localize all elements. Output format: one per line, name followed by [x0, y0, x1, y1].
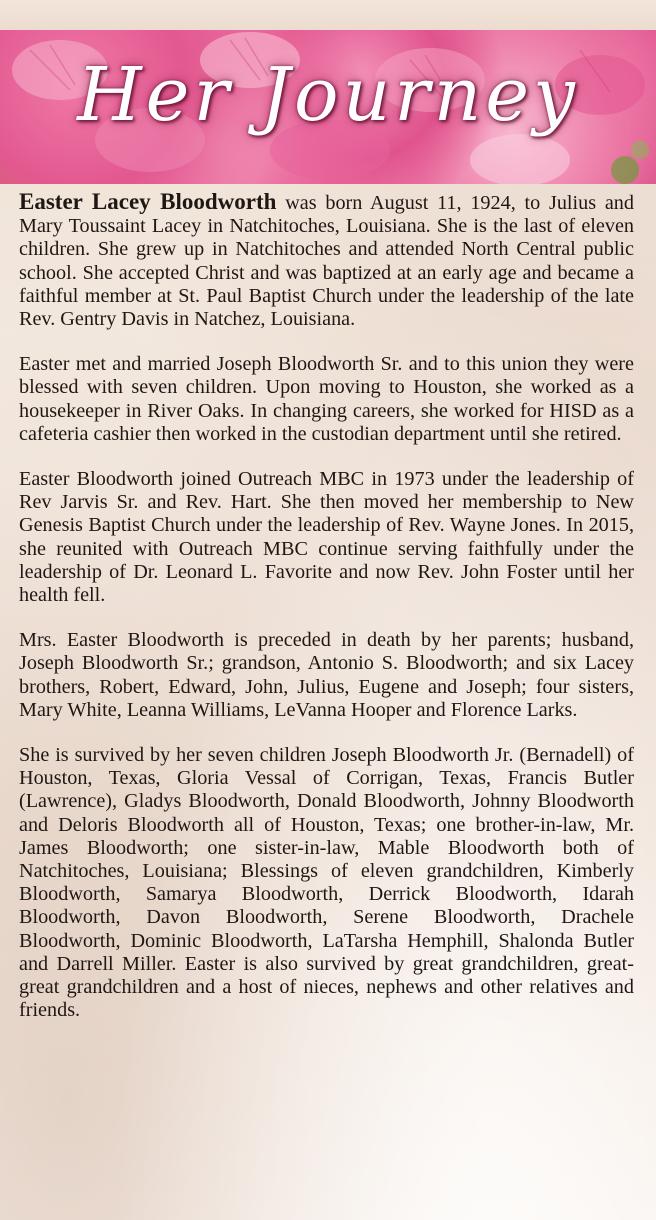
deceased-name: Easter Lacey Bloodworth	[19, 189, 277, 214]
paragraph-birth	[19, 190, 634, 331]
paragraph-church: Easter Bloodworth joined Outreach MBC in 1973 under the leadership of Rev Jarvis Sr. and Rev. Hart. She then moved her membership to New Genesis Baptist Church under the leadership of Rev. Wayne Jones. In 2015, she reunited with Outreach MBC continue serving faithfully under the leadership of Dr. Leonard L. Favorite and now Rev. John Foster until her health fell.	[19, 468, 634, 607]
flower-banner	[0, 30, 656, 184]
paragraph-birth-text: was born August 11, 1924, to Julius and Mary Toussaint Lacey in Natchitoches, Louisiana. She is the last of eleven children. She grew up in Natchitoches and attended North Central public school. She accepted Christ and was baptized at an early age and became a faithful member at St. Paul Baptist Church under the leadership of the late Rev. Gentry Davis in Natchez, Louisiana.	[19, 192, 634, 331]
top-margin-strip	[0, 0, 656, 30]
banner-title: Her Journey	[77, 52, 579, 138]
obituary-text	[19, 190, 634, 1045]
paragraph-marriage: Easter met and married Joseph Bloodworth Sr. and to this union they were blessed with seven children. Upon moving to Houston, she worked as a housekeeper in River Oaks. In changing careers, she worked for HISD as a cafeteria cashier then worked in the custodian department until she retired.	[19, 353, 634, 445]
paragraph-survived: She is survived by her seven children Joseph Bloodworth Jr. (Bernadell) of Houston, Texas, Gloria Vessal of Corrigan, Texas, Francis Butler (Lawrence), Gladys Bloodworth, Donald Bloodworth, Johnny Bloodworth and Deloris Bloodworth all of Houston, Texas; one brother-in-law, Mr. James Bloodworth; one sister-in-law, Mable Bloodworth both of Natchitoches, Louisiana; Blessings of eleven grandchildren, Kimberly Bloodworth, Samarya Bloodworth, Derrick Bloodworth, Idarah Bloodworth, Davon Bloodworth, Serene Bloodworth, Drachele Bloodworth, Dominic Bloodworth, LaTarsha Hemphill, Shalonda Butler and Darrell Miller. Easter is also survived by great grandchildren, great-great grandchildren and a host of nieces, nephews and other relatives and friends.	[19, 744, 634, 1022]
paragraph-preceded: Mrs. Easter Bloodworth is preceded in death by her parents; husband, Joseph Bloodworth Sr.; grandson, Antonio S. Bloodworth; and six Lacey brothers, Robert, Edward, John, Julius, Eugene and Joseph; four sisters, Mary White, Leanna Williams, LeVanna Hooper and Florence Larks.	[19, 629, 634, 721]
